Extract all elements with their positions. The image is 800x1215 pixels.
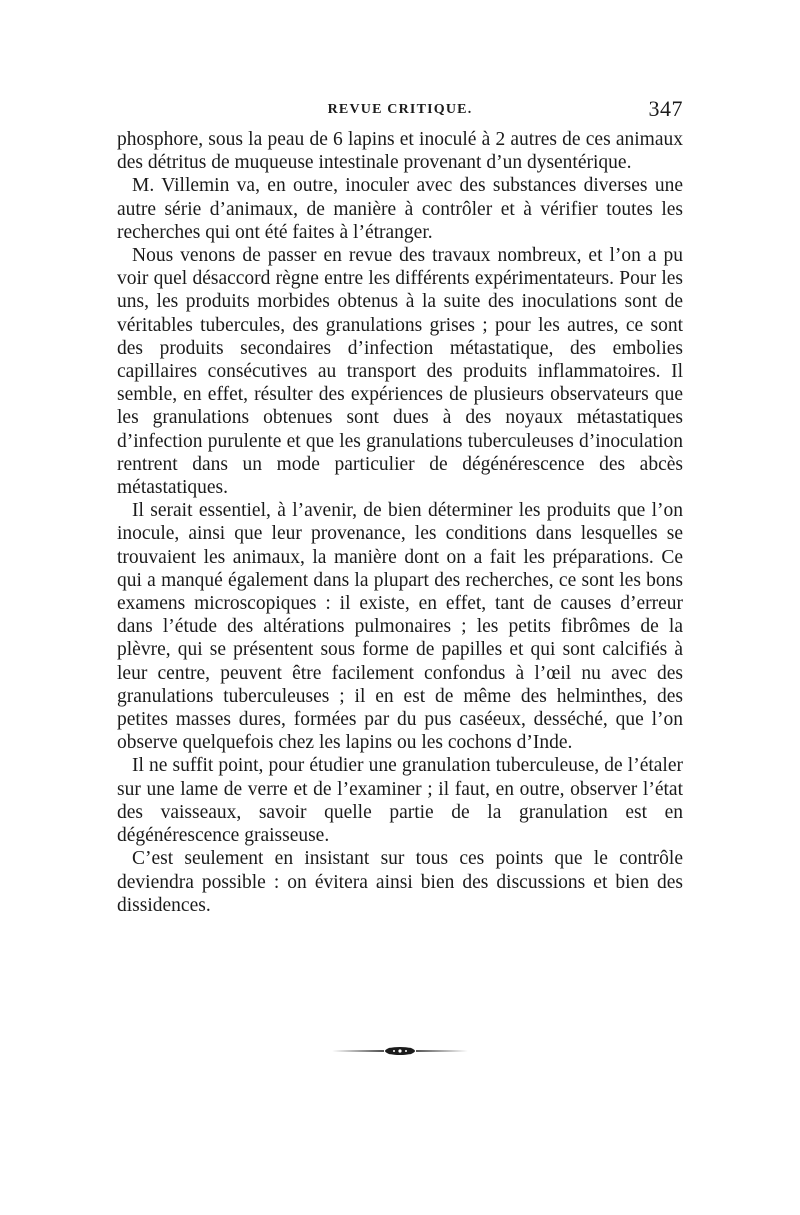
paragraph-continued: phosphore, sous la peau de 6 lapins et inoculé à 2 autres de ces animaux des détritus de muqueuse intestinale provenant d’un dysentérique. (117, 129, 683, 174)
paragraph: M. Villemin va, en outre, inoculer avec des substances diverses une autre série d’animaux, de manière à contrôler et à vérifier toutes les recherches qui ont été faites à l’étranger. (117, 175, 683, 243)
paragraph: Il serait essentiel, à l’avenir, de bien déterminer les produits que l’on inocule, ainsi que leur provenance, les conditions dans lesquelles se trouvaient les animaux, la manière dont on a fait les préparations. Ce qui a manqué également dans la plupart des recherches, ce sont les bons examens microscopiques : il existe, en effet, tant de causes d’erreur dans l’étude des altérations pulmonaires ; les petits fibrômes de la plèvre, qui se présentent sous forme de papilles et qui sont calcifiés à leur centre, peuvent être facilement confondus à l’œil nu avec des granulations tuberculeuses ; il en est de même des helminthes, des petites masses dures, formées par du pus caséeux, desséché, que l’on observe quelquefois chez les lapins ou les cochons d’Inde. (117, 500, 683, 754)
page-number: 347 (648, 96, 683, 121)
paragraph: Nous venons de passer en revue des travaux nombreux, et l’on a pu voir quel désaccord règne entre les différents expérimentateurs. Pour les uns, les produits morbides obtenus à la suite des inoculations sont de véritables tubercules, des granulations grises ; pour les autres, ce sont des produits secondaires d’infection métastatique, des embolies capillaires consécutives au transport des produits inflammatoires. Il semble, en effet, résulter des expériences de plusieurs observateurs que les granulations obtenues sont dues à des noyaux métastatiques d’infection purulente et que les granulations tuberculeuses d’inoculation rentrent dans un mode particulier de dégénérescence des abcès métastatiques. (117, 245, 683, 499)
ornamental-rule-icon (332, 1044, 468, 1058)
running-head (117, 96, 683, 124)
paragraph: Il ne suffit point, pour étudier une granulation tuberculeuse, de l’étaler sur une lame de verre et de l’examiner ; il faut, en outre, observer l’état des vaisseaux, savoir quelle partie de la granulation est en dégénérescence graisseuse. (117, 755, 683, 847)
body-text (117, 128, 683, 917)
running-head-title: REVUE CRITIQUE. (327, 102, 473, 117)
paragraph: C’est seulement en insistant sur tous ces points que le contrôle deviendra possible : on évitera ainsi bien des discussions et bien des dissidences. (117, 848, 683, 916)
